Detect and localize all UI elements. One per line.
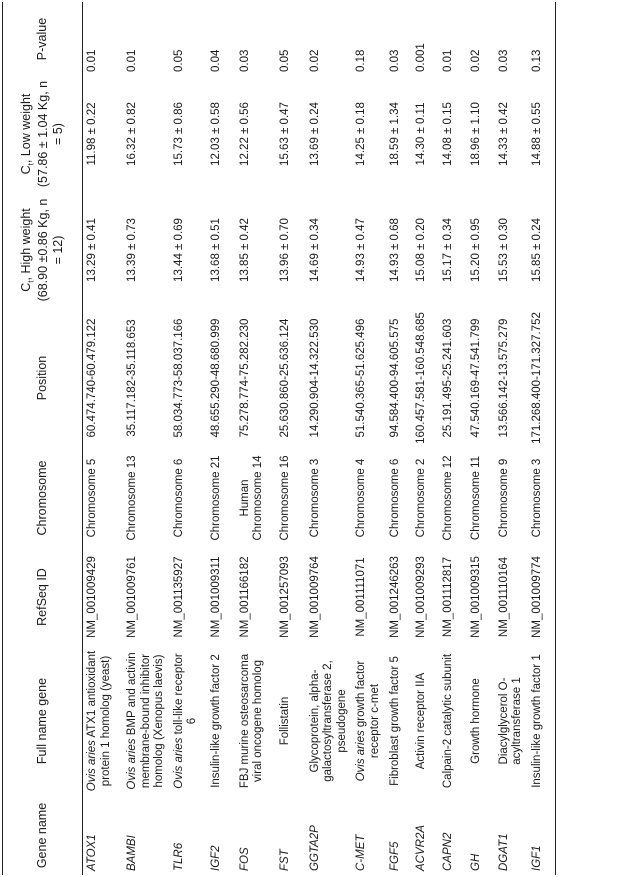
pvalue-cell: 0.18: [355, 49, 368, 72]
gene-full-name-text: Diacylglycerol O-acyltransferase 1: [497, 677, 524, 765]
high-weight-ct-cell: 15.53 ± 0.30: [497, 218, 510, 282]
header-gene-name: Gene name: [3, 796, 83, 875]
table-row: [352, 2, 385, 875]
low-weight-ct-cell: 16.32 ± 0.82: [126, 102, 138, 166]
chromosome-cell: Chromosome 6: [172, 458, 185, 538]
refseq-cell: NM_001166182: [238, 556, 251, 638]
low-weight-ct-cell: 18.96 ± 1.10: [469, 102, 482, 166]
header-low-ct-letter: C: [19, 165, 34, 175]
refseq-cell: NM_001009293: [414, 556, 427, 638]
gene-full-name-text: Glycoprotein, alpha-galactosyltransferase 2, pseudogene: [308, 660, 348, 782]
low-weight-ct-cell: 18.59 ± 1.34: [388, 102, 401, 166]
refseq-cell: NM_001009311: [209, 556, 222, 638]
full-name-cell: [83, 646, 124, 796]
gene-full-name-text: ATX1 antioxidant protein 1 homolog (yeast): [86, 650, 112, 787]
high-weight-ct-cell: 13.85 ± 0.42: [238, 218, 251, 282]
chromosome-cell: Chromosome 13: [126, 455, 138, 541]
header-low-weight: [3, 76, 83, 192]
refseq-cell: NM_001257093: [278, 556, 291, 638]
full-name-cell: [439, 646, 467, 796]
pvalue-cell: 0.03: [388, 49, 401, 72]
low-weight-ct-cell: 12.03 ± 0.58: [209, 102, 222, 166]
position-cell: 47.540.169-47.541.799: [469, 318, 482, 438]
header-pvalue: P-value: [3, 2, 83, 76]
high-weight-ct-cell: 15.17 ± 0.34: [441, 218, 454, 282]
chromosome-cell: Chromosome 12: [441, 455, 454, 541]
species-name: Ovis aries: [86, 740, 98, 792]
low-weight-ct-cell: 14.30 ± 0.11: [414, 102, 427, 166]
species-name: Ovis aries: [355, 730, 368, 782]
header-low-ct-sub: t: [26, 163, 36, 166]
pvalue-cell: 0.03: [238, 49, 251, 72]
refseq-cell: NM_001112817: [441, 556, 454, 638]
gene-full-name-text: Insulin-like growth factor 1: [530, 654, 543, 788]
full-name-cell: [412, 646, 439, 796]
gene-name-cell: GGTA2P: [308, 825, 321, 871]
gene-full-name-text: Calpain-2 catalytic subunit: [441, 653, 454, 789]
low-weight-ct-cell: 14.88 ± 0.55: [528, 76, 556, 192]
pvalue-cell: 0.05: [172, 49, 185, 72]
position-cell: 75.278.774-75.282.230: [238, 318, 251, 438]
chromosome-cell: Chromosome 21: [209, 455, 222, 541]
table-row: [276, 2, 306, 875]
low-weight-ct-cell: 13.69 ± 0.24: [308, 102, 321, 166]
chromosome-cell: Chromosome 3: [528, 448, 556, 548]
position-cell: 13.566.142-13.575.279: [497, 318, 510, 438]
gene-full-name-text: Activin receptor IIA: [414, 672, 427, 770]
full-name-cell: [495, 646, 528, 796]
high-weight-ct-cell: 13.39 ± 0.73: [126, 218, 138, 282]
position-cell: 171.268.400-171.327.752: [528, 308, 556, 448]
table-row: [236, 2, 276, 875]
table-row: [170, 2, 207, 875]
chromosome-cell: Chromosome 3: [308, 458, 321, 538]
refseq-cell: NM_001009429: [86, 556, 98, 638]
gene-full-name-text: Follistatin: [278, 696, 291, 746]
header-row: [3, 2, 83, 875]
high-weight-ct-cell: 14.69 ± 0.34: [308, 218, 321, 282]
high-weight-ct-cell: 13.29 ± 0.41: [86, 218, 98, 282]
position-cell: 58.034.773-58.037.166: [172, 318, 185, 438]
position-cell: 94.584.400-94.605.575: [388, 318, 401, 438]
refseq-cell: NM_001009774: [528, 548, 556, 646]
full-name-cell: [170, 646, 207, 796]
gene-name-cell: TLR6: [172, 842, 185, 871]
pvalue-cell: 0.02: [308, 49, 321, 72]
high-weight-ct-cell: 13.96 ± 0.70: [278, 218, 291, 282]
gene-full-name-text: Insulin-like growth factor 2: [209, 654, 222, 788]
refseq-cell: NM_001111071: [355, 557, 368, 637]
gene-full-name-text: Fibroblast growth factor 5: [388, 656, 401, 786]
chromosome-cell: Chromosome 5: [86, 458, 98, 538]
full-name-cell: [386, 646, 412, 796]
pvalue-cell: 0.05: [278, 49, 291, 72]
low-weight-ct-cell: 14.25 ± 0.18: [355, 102, 368, 166]
full-name-cell: [306, 646, 353, 796]
table-row: [528, 2, 556, 875]
gene-name-cell: FST: [278, 849, 291, 871]
table-row: [83, 2, 124, 875]
header-high-text: , High weight (68.90 ±0.86 Kg, n = 12): [19, 198, 65, 302]
gene-full-name-text: FBJ murine osteosarcoma viral oncogene homolog: [238, 653, 265, 789]
gene-name-cell: BAMBI: [126, 835, 138, 871]
gene-name-cell: ATOX1: [86, 834, 98, 871]
gene-expression-table: [2, 2, 556, 875]
low-weight-ct-cell: 15.63 ± 0.47: [278, 102, 291, 166]
table-row: [467, 2, 495, 875]
high-weight-ct-cell: 15.85 ± 0.24: [528, 192, 556, 308]
table-row: [306, 2, 353, 875]
high-weight-ct-cell: 15.20 ± 0.95: [469, 218, 482, 282]
full-name-cell: [467, 646, 495, 796]
chromosome-cell: Chromosome 9: [497, 458, 510, 538]
gene-name-cell: FGF5: [388, 841, 401, 871]
pvalue-cell: 0.02: [469, 49, 482, 72]
chromosome-cell: Chromosome 6: [388, 458, 401, 538]
header-high-ct-sub: t: [26, 280, 36, 283]
position-cell: 25.630.860-25.636.124: [278, 318, 291, 438]
position-cell: 48.655.290-48.680.999: [209, 318, 222, 438]
refseq-cell: NM_001009761: [126, 556, 138, 638]
chromosome-cell: Human Chromosome 14: [238, 455, 265, 541]
table-row: [207, 2, 236, 875]
position-cell: 25.191.495-25.241.603: [441, 318, 454, 438]
table-row: [412, 2, 439, 875]
chromosome-cell: Chromosome 4: [355, 458, 368, 538]
header-refseq: RefSeq ID: [3, 548, 83, 646]
species-name: Ovis aries: [172, 737, 185, 789]
low-weight-ct-cell: 12.22 ± 0.56: [238, 102, 251, 166]
gene-full-name-text: Growth hormone: [469, 678, 482, 764]
chromosome-cell: Chromosome 11: [469, 455, 482, 541]
refseq-cell: NM_001009315: [469, 556, 482, 638]
pvalue-cell: 0.01: [86, 49, 98, 72]
high-weight-ct-cell: 15.08 ± 0.20: [414, 218, 427, 282]
low-weight-ct-cell: 11.98 ± 0.22: [86, 102, 98, 166]
gene-name-cell: IGF2: [209, 845, 222, 871]
header-chromosome: Chromosome: [3, 448, 83, 548]
header-full-name: Full name gene: [3, 646, 83, 796]
pvalue-cell: 0.13: [528, 2, 556, 76]
full-name-cell: [352, 646, 385, 796]
gene-name-cell: IGF1: [528, 796, 556, 875]
header-high-ct-letter: C: [19, 282, 34, 292]
high-weight-ct-cell: 14.93 ± 0.68: [388, 218, 401, 282]
pvalue-cell: 0.01: [441, 49, 454, 72]
header-position: Position: [3, 308, 83, 448]
pvalue-cell: 0.03: [497, 49, 510, 72]
position-cell: 60.474.740-60.479.122: [86, 318, 98, 438]
chromosome-cell: Chromosome 2: [414, 458, 427, 538]
gene-name-cell: FOS: [238, 847, 251, 871]
header-high-weight: [3, 192, 83, 308]
refseq-cell: NM_001009764: [308, 556, 321, 638]
gene-name-cell: ACVR2A: [414, 824, 427, 871]
header-low-text: , Low weight (57.86 ± 1.04 Kg, n = 5): [19, 80, 65, 188]
refseq-cell: NM_001246263: [388, 556, 401, 638]
low-weight-ct-cell: 14.33 ± 0.42: [497, 102, 510, 166]
gene-full-name-text: toll-like receptor 6: [172, 653, 199, 738]
gene-full-name-text: growth factor receptor c-met: [355, 660, 381, 759]
high-weight-ct-cell: 14.93 ± 0.47: [355, 218, 368, 282]
chromosome-cell: Chromosome 16: [278, 455, 291, 541]
position-cell: 14.290.904-14.322.530: [308, 318, 321, 438]
full-name-cell: [123, 646, 170, 796]
full-name-cell: [528, 646, 556, 796]
refseq-cell: NM_001135927: [172, 556, 185, 638]
table-row: [439, 2, 467, 875]
table-row: [386, 2, 412, 875]
low-weight-ct-cell: 15.73 ± 0.86: [172, 102, 185, 166]
position-cell: 51.540.365-51.625.496: [355, 318, 368, 438]
high-weight-ct-cell: 13.68 ± 0.51: [209, 218, 222, 282]
high-weight-ct-cell: 13.44 ± 0.69: [172, 218, 185, 282]
pvalue-cell: 0.01: [126, 49, 138, 72]
refseq-cell: NM_001110164: [497, 556, 510, 638]
gene-name-cell: C-MET: [355, 834, 368, 871]
low-weight-ct-cell: 14.08 ± 0.15: [441, 102, 454, 166]
full-name-cell: [207, 646, 236, 796]
position-cell: 160.457.581-160.548.685: [414, 312, 427, 444]
pvalue-cell: 0.04: [209, 49, 222, 72]
gene-name-cell: CAPN2: [441, 832, 454, 871]
full-name-cell: [276, 646, 306, 796]
full-name-cell: [236, 646, 276, 796]
table-row: [495, 2, 528, 875]
species-name: Ovis aries: [126, 738, 138, 790]
pvalue-cell: 0.001: [414, 43, 427, 72]
position-cell: 35.117.182-35.118.653: [126, 319, 138, 437]
gene-name-cell: GH: [469, 853, 482, 871]
gene-name-cell: DGAT1: [497, 833, 510, 871]
gene-full-name-text: BMP and activin membrane-bound inhibitor homolog (Xenopus laevis): [126, 652, 166, 789]
table-row: [123, 2, 170, 875]
